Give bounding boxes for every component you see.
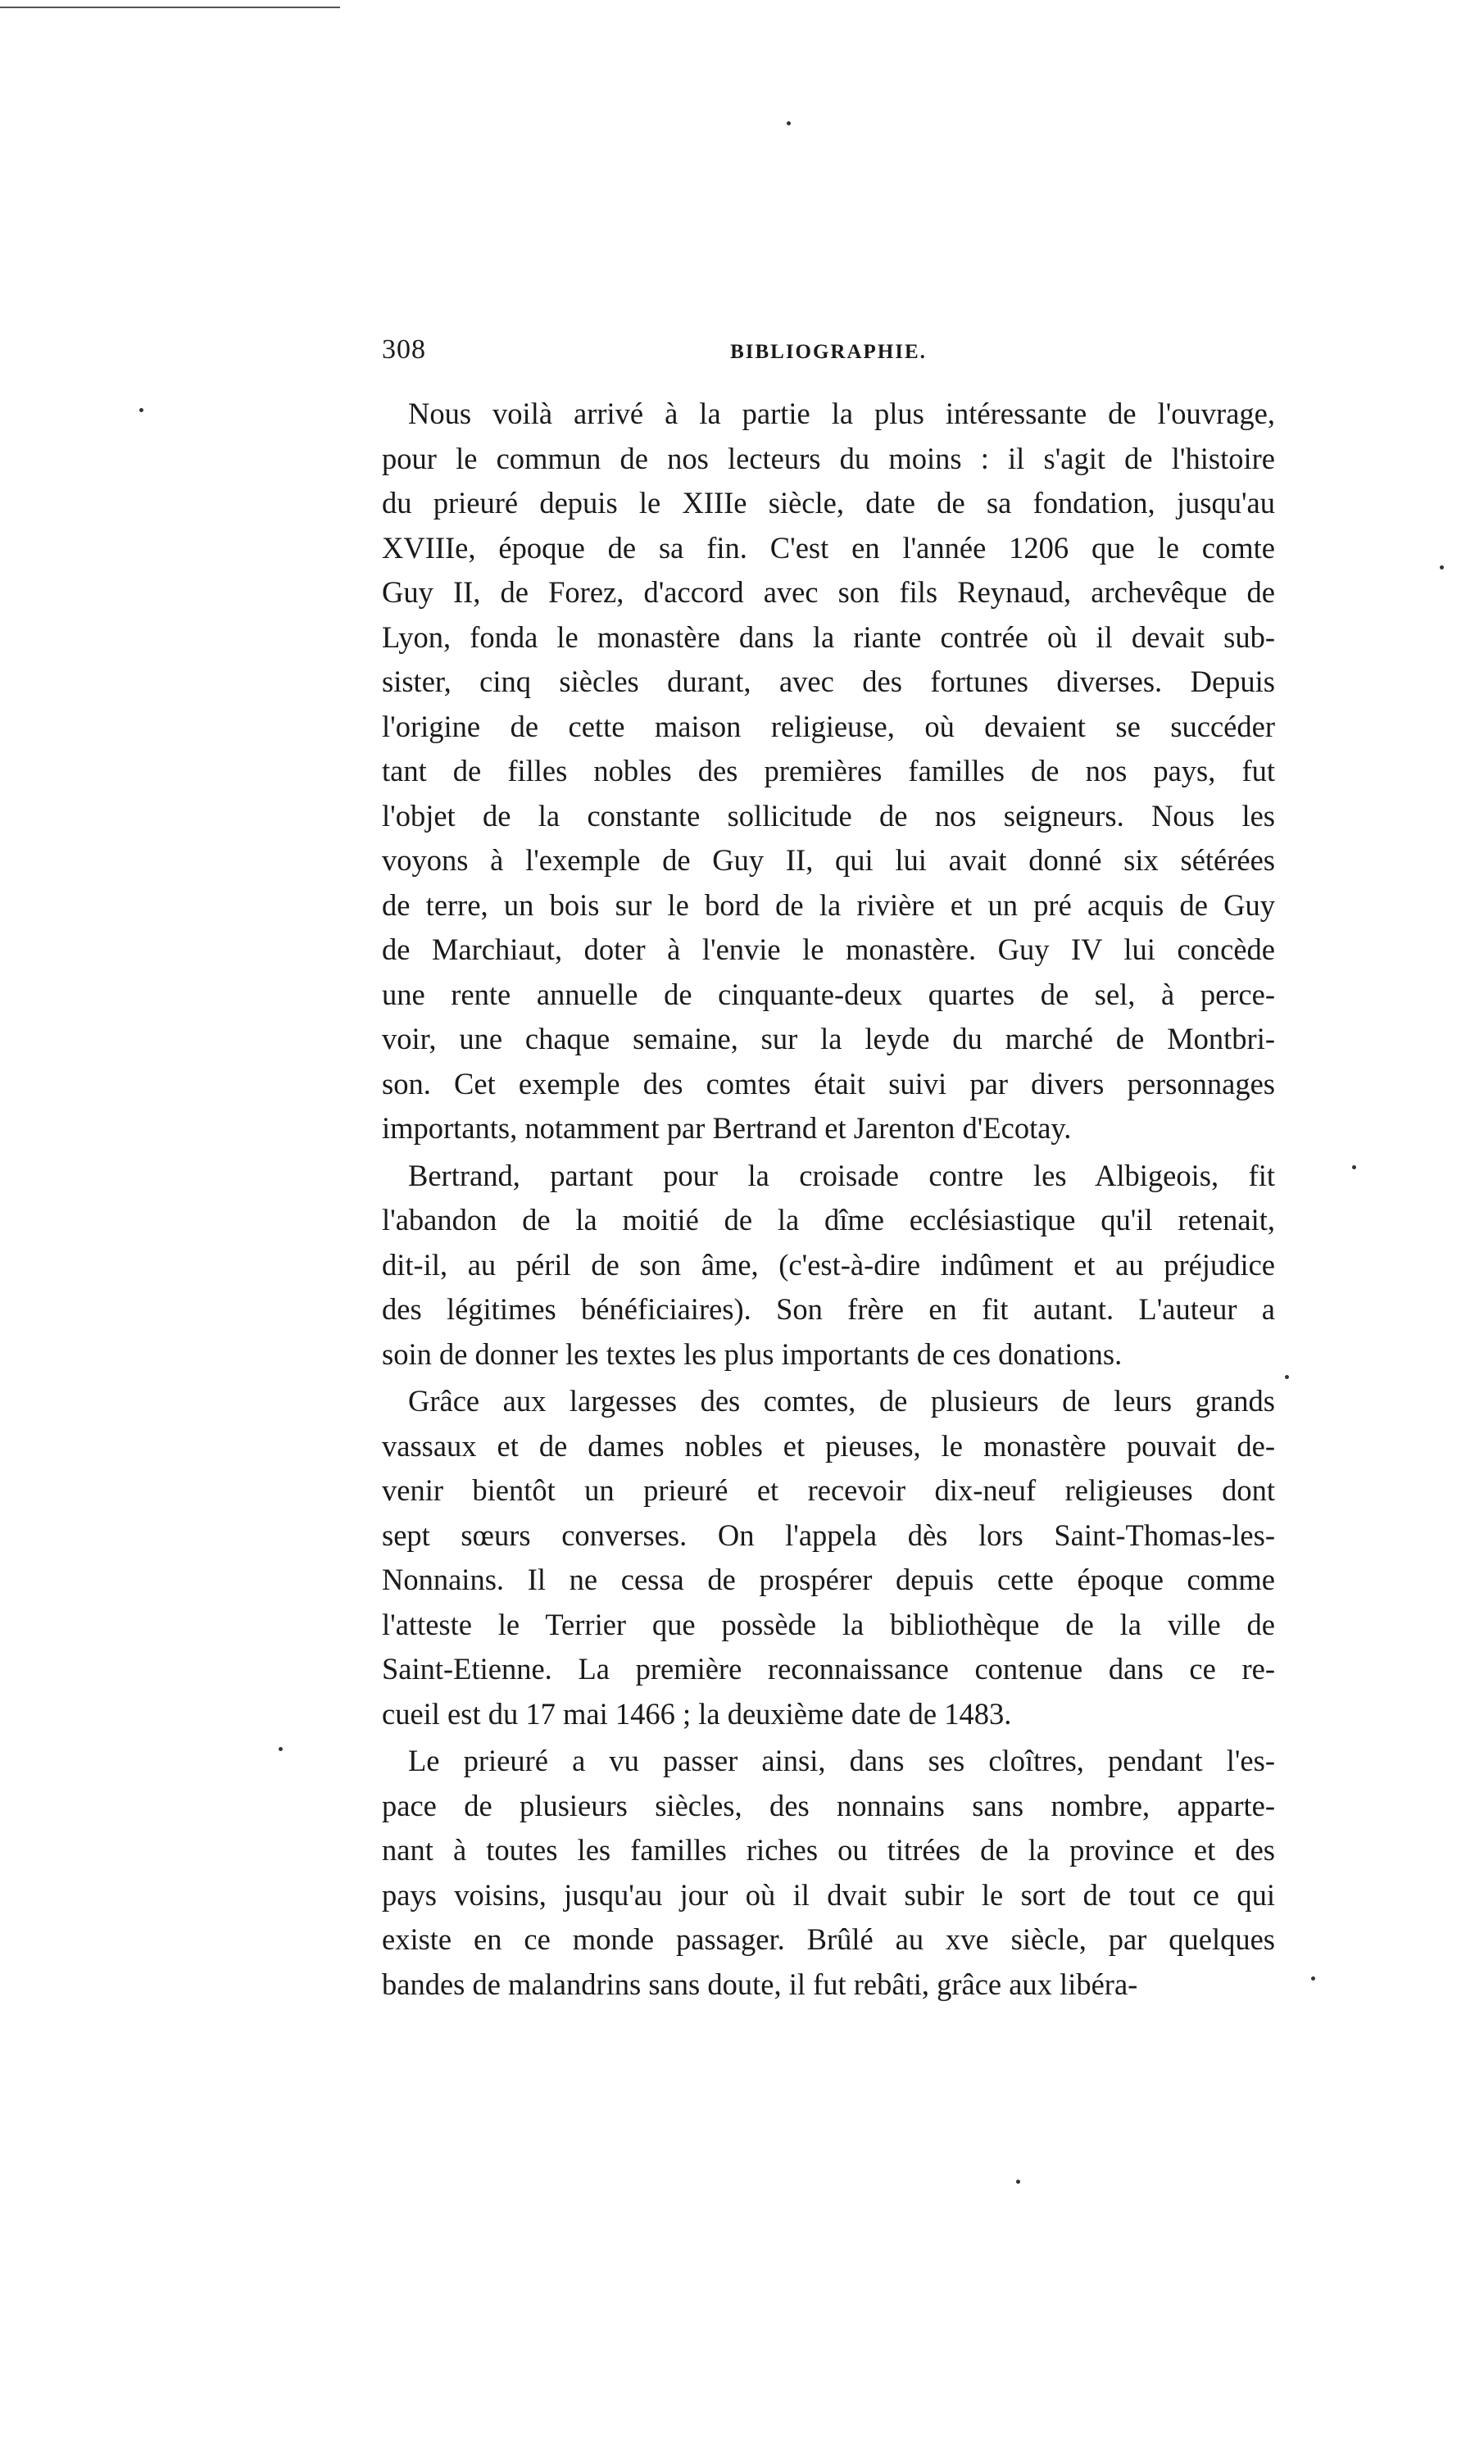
text-line: l'origine de cette maison religieuse, où devaient se succéder (382, 709, 1275, 743)
top-edge-rule (0, 7, 340, 8)
paragraph (382, 392, 1275, 1151)
text-line: son. Cet exemple des comtes était suivi par divers personnages (382, 1066, 1275, 1100)
text-line: pace de plusieurs siècles, des nonnains sans nombre, apparte- (382, 1788, 1275, 1822)
paragraph (382, 1739, 1275, 2007)
text-line: pays voisins, jusqu'au jour où il dvait subir le sort de tout ce qui (382, 1877, 1275, 1912)
running-head: BIBLIOGRAPHIE. (730, 341, 927, 363)
text-line: des légitimes bénéficiaires). Son frère en fit autant. L'auteur a (382, 1292, 1275, 1326)
text-line: nant à toutes les familles riches ou titrées de la province et des (382, 1833, 1275, 1867)
text-line: Nous voilà arrivé à la partie la plus intéressante de l'ouvrage, (408, 397, 1275, 430)
text-line: Nonnains. Il ne cessa de prospérer depuis cette époque comme (382, 1563, 1275, 1596)
text-line: vassaux et de dames nobles et pieuses, le monastère pouvait de- (382, 1428, 1275, 1463)
text-line: voyons à l'exemple de Guy II, qui lui avait donné six sétérées (382, 843, 1275, 877)
text-line: Saint-Etienne. La première reconnaissance contenue dans ce re- (382, 1652, 1275, 1686)
text-line: l'atteste le Terrier que possède la bibliothèque de la ville de (382, 1607, 1275, 1641)
text-line: dit-il, au péril de son âme, (c'est-à-dire indûment et au préjudice (382, 1247, 1275, 1282)
print-speck (1311, 1976, 1315, 1981)
page-number: 308 (382, 334, 426, 365)
print-speck (139, 408, 143, 412)
text-line: soin de donner les textes les plus importants de ces donations. (382, 1336, 1123, 1371)
print-speck (1285, 1375, 1289, 1379)
text-line: voir, une chaque semaine, sur la leyde du marché de Montbri- (382, 1022, 1275, 1055)
text-line: de terre, un bois sur le bord de la rivière et un pré acquis de Guy (382, 887, 1275, 922)
text-line: cueil est du 17 mai 1466 ; la deuxième date de 1483. (382, 1696, 1012, 1731)
paragraph (382, 1379, 1275, 1736)
text-line: Le prieuré a vu passer ainsi, dans ses cloîtres, pendant l'es- (408, 1744, 1275, 1777)
text-line: Grâce aux largesses des comtes, de plusieurs de leurs grands (408, 1384, 1275, 1418)
text-line: l'objet de la constante sollicitude de nos seigneurs. Nous les (382, 798, 1275, 833)
print-speck (787, 121, 791, 125)
text-line: du prieuré depuis le XIIIe siècle, date de sa fondation, jusqu'au (382, 486, 1275, 520)
text-line: Bertrand, partant pour la croisade contre les Albigeois, fit (408, 1158, 1275, 1192)
text-line: l'abandon de la moitié de la dîme ecclésiastique qu'il retenait, (382, 1203, 1275, 1237)
text-line: Guy II, de Forez, d'accord avec son fils Reynaud, archevêque de (382, 575, 1275, 609)
print-speck (1016, 2180, 1020, 2184)
page-header (382, 334, 1275, 380)
print-speck (1352, 1165, 1356, 1169)
print-speck (279, 1747, 283, 1751)
text-line: Lyon, fonda le monastère dans la riante contrée où il devait sub- (382, 619, 1275, 654)
text-line: importants, notamment par Bertrand et Jarenton d'Ecotay. (382, 1111, 1072, 1145)
text-line: existe en ce monde passager. Brûlé au xve siècle, par quelques (382, 1922, 1275, 1956)
book-page (382, 334, 1275, 2007)
text-line: de Marchiaut, doter à l'envie le monastère. Guy IV lui concède (382, 933, 1275, 966)
text-line: venir bientôt un prieuré et recevoir dix-neuf religieuses dont (382, 1473, 1275, 1507)
text-line: pour le commun de nos lecteurs du moins : il s'agit de l'histoire (382, 441, 1275, 475)
paragraph (382, 1154, 1275, 1377)
text-line: une rente annuelle de cinquante-deux quartes de sel, à perce- (382, 977, 1275, 1011)
body-text (382, 392, 1275, 2007)
text-line: tant de filles nobles des premières familles de nos pays, fut (382, 754, 1275, 787)
text-line: sept sœurs converses. On l'appela dès lors Saint-Thomas-les- (382, 1518, 1275, 1552)
print-speck (1440, 565, 1444, 569)
text-line: sister, cinq siècles durant, avec des fortunes diverses. Depuis (382, 665, 1275, 698)
text-line: bandes de malandrins sans doute, il fut rebâti, grâce aux libéra- (382, 1967, 1138, 2001)
text-line: XVIIIe, époque de sa fin. C'est en l'année 1206 que le comte (382, 530, 1275, 565)
